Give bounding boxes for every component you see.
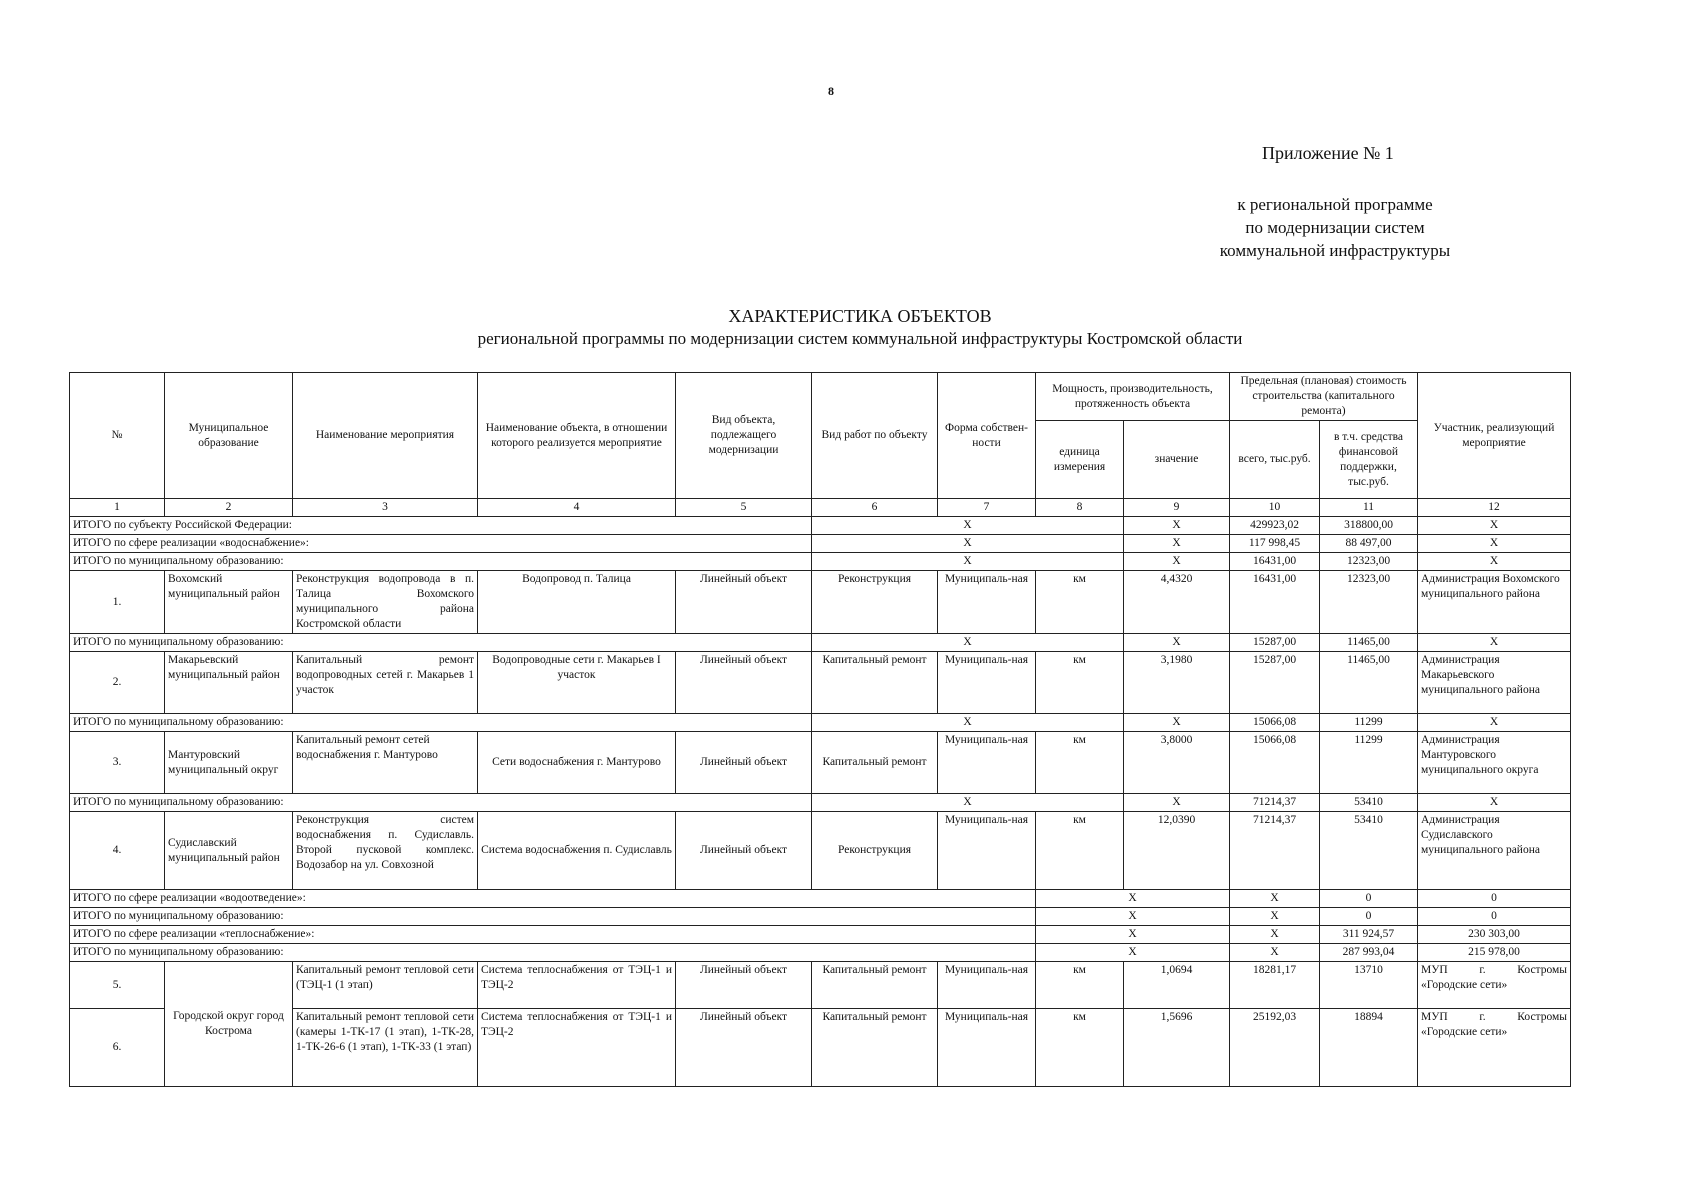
value-cell: 3,8000	[1124, 732, 1230, 794]
header-ownership: Форма собствен-ности	[938, 373, 1036, 499]
value-cell: 1,0694	[1124, 962, 1230, 1009]
subtotal-support: 11299	[1320, 714, 1418, 732]
total-row-heat-muni	[70, 944, 1571, 962]
total-support: 230 303,00	[1418, 926, 1571, 944]
total-label: ИТОГО по муниципальному образованию:	[70, 908, 1036, 926]
row-number: 3.	[70, 732, 165, 794]
object-cell: Водопровод п. Талица	[478, 571, 676, 634]
x-mark: X	[1230, 890, 1320, 908]
column-number: 5	[676, 499, 812, 517]
value-cell: 1,5696	[1124, 1009, 1230, 1087]
subtotal-row	[70, 553, 1571, 571]
total-row-wastewater-muni	[70, 908, 1571, 926]
column-number: 3	[293, 499, 478, 517]
subtotal-label: ИТОГО по муниципальному образованию:	[70, 794, 812, 812]
ownership-cell: Муниципаль-ная	[938, 571, 1036, 634]
work-type-cell: Капитальный ремонт	[812, 1009, 938, 1087]
object-cell: Сети водоснабжения г. Мантурово	[478, 732, 676, 794]
x-mark: X	[812, 634, 1124, 652]
subtotal-row	[70, 634, 1571, 652]
participant-cell: Администрация Мантуровского муниципального округа	[1418, 732, 1571, 794]
x-mark: X	[1124, 714, 1230, 732]
value-cell: 4,4320	[1124, 571, 1230, 634]
total-support: 0	[1418, 908, 1571, 926]
total-label: ИТОГО по сфере реализации «водоотведение»:	[70, 890, 1036, 908]
x-mark: X	[1036, 926, 1230, 944]
x-mark: X	[1124, 634, 1230, 652]
unit-cell: км	[1036, 652, 1124, 714]
object-type-cell: Линейный объект	[676, 812, 812, 890]
subtotal-support: 11465,00	[1320, 634, 1418, 652]
cost-cell: 18281,17	[1230, 962, 1320, 1009]
x-mark: X	[1418, 535, 1571, 553]
object-type-cell: Линейный объект	[676, 1009, 812, 1087]
x-mark: X	[1036, 908, 1230, 926]
measure-cell: Капитальный ремонт водопроводных сетей г. Макарьев 1 участок	[293, 652, 478, 714]
x-mark: X	[1418, 634, 1571, 652]
total-cost: 287 993,04	[1320, 944, 1418, 962]
program-reference	[1190, 193, 1480, 262]
total-label: ИТОГО по субъекту Российской Федерации:	[70, 517, 812, 535]
total-support: 0	[1418, 890, 1571, 908]
x-mark: X	[1418, 714, 1571, 732]
measure-cell: Реконструкция водопровода в п. Талица Вохомского муниципального района Костромской области	[293, 571, 478, 634]
x-mark: X	[1124, 517, 1230, 535]
x-mark: X	[812, 517, 1124, 535]
object-cell: Система теплоснабжения от ТЭЦ-1 и ТЭЦ-2	[478, 1009, 676, 1087]
unit-cell: км	[1036, 571, 1124, 634]
x-mark: X	[812, 553, 1124, 571]
support-cell: 13710	[1320, 962, 1418, 1009]
x-mark: X	[1230, 944, 1320, 962]
total-support: 88 497,00	[1320, 535, 1418, 553]
unit-cell: км	[1036, 732, 1124, 794]
column-number: 6	[812, 499, 938, 517]
cost-cell: 15066,08	[1230, 732, 1320, 794]
support-cell: 18894	[1320, 1009, 1418, 1087]
ownership-cell: Муниципаль-ная	[938, 962, 1036, 1009]
measure-cell: Капитальный ремонт сетей водоснабжения г. Мантурово	[293, 732, 478, 794]
total-row-heat	[70, 926, 1571, 944]
support-cell: 11299	[1320, 732, 1418, 794]
object-cell: Система водоснабжения п. Судиславль	[478, 812, 676, 890]
object-cell: Система теплоснабжения от ТЭЦ-1 и ТЭЦ-2	[478, 962, 676, 1009]
ownership-cell: Муниципаль-ная	[938, 812, 1036, 890]
total-row-wastewater	[70, 890, 1571, 908]
value-cell: 3,1980	[1124, 652, 1230, 714]
subtotal-label: ИТОГО по муниципальному образованию:	[70, 553, 812, 571]
subtotal-row	[70, 794, 1571, 812]
support-cell: 11465,00	[1320, 652, 1418, 714]
header-cost-support: в т.ч. средства финансовой поддержки, тыс.руб.	[1320, 421, 1418, 499]
x-mark: X	[1230, 908, 1320, 926]
municipality-cell: Городской округ город Кострома	[165, 962, 293, 1087]
subtotal-support: 12323,00	[1320, 553, 1418, 571]
table-row	[70, 1009, 1571, 1087]
row-number: 1.	[70, 571, 165, 634]
x-mark: X	[1036, 890, 1230, 908]
document-title: ХАРАКТЕРИСТИКА ОБЪЕКТОВ	[728, 306, 992, 326]
header-object-name: Наименование объекта, в отношении которого реализуется мероприятие	[478, 373, 676, 499]
program-ref-line: коммунальной инфраструктуры	[1219, 241, 1451, 260]
participant-cell: Администрация Макарьевского муниципального района	[1418, 652, 1571, 714]
unit-cell: км	[1036, 1009, 1124, 1087]
total-support: 215 978,00	[1418, 944, 1571, 962]
header-participant: Участник, реализующий мероприятие	[1418, 373, 1571, 499]
work-type-cell: Капитальный ремонт	[812, 962, 938, 1009]
column-number: 10	[1230, 499, 1320, 517]
total-cost: 311 924,57	[1320, 926, 1418, 944]
x-mark: X	[812, 535, 1124, 553]
table-row	[70, 652, 1571, 714]
object-type-cell: Линейный объект	[676, 652, 812, 714]
program-ref-line: к региональной программе	[1237, 195, 1433, 214]
header-capacity: Мощность, производительность, протяженность объекта	[1036, 373, 1230, 421]
x-mark: X	[1418, 517, 1571, 535]
x-mark: X	[1036, 944, 1230, 962]
table-row	[70, 732, 1571, 794]
participant-cell: МУП г. Костромы «Городские сети»	[1418, 962, 1571, 1009]
header-cost: Предельная (плановая) стоимость строительства (капитального ремонта)	[1230, 373, 1418, 421]
page-number: 8	[828, 84, 834, 98]
program-ref-line: по модернизации систем	[1245, 218, 1425, 237]
column-number: 8	[1036, 499, 1124, 517]
subtotal-cost: 15287,00	[1230, 634, 1320, 652]
x-mark: X	[1124, 553, 1230, 571]
participant-cell: Администрация Судиславского муниципального района	[1418, 812, 1571, 890]
header-cost-total: всего, тыс.руб.	[1230, 421, 1320, 499]
total-cost: 0	[1320, 890, 1418, 908]
support-cell: 53410	[1320, 812, 1418, 890]
row-number: 5.	[70, 962, 165, 1009]
subtotal-support: 53410	[1320, 794, 1418, 812]
x-mark: X	[1418, 794, 1571, 812]
total-cost: 0	[1320, 908, 1418, 926]
table-row	[70, 812, 1571, 890]
total-label: ИТОГО по сфере реализации «теплоснабжение»:	[70, 926, 1036, 944]
work-type-cell: Капитальный ремонт	[812, 732, 938, 794]
appendix-label: Приложение № 1	[1262, 143, 1394, 163]
measure-cell: Капитальный ремонт тепловой сети (камеры 1-ТК-17 (1 этап), 1-ТК-28, 1-ТК-26-6 (1 этап), 1-ТК-33 (1 этап)	[293, 1009, 478, 1087]
object-type-cell: Линейный объект	[676, 732, 812, 794]
x-mark: X	[812, 714, 1124, 732]
x-mark: X	[1230, 926, 1320, 944]
subtotal-label: ИТОГО по муниципальному образованию:	[70, 634, 812, 652]
objects-table	[69, 372, 1571, 1087]
ownership-cell: Муниципаль-ная	[938, 652, 1036, 714]
header-work-type: Вид работ по объекту	[812, 373, 938, 499]
unit-cell: км	[1036, 962, 1124, 1009]
cost-cell: 71214,37	[1230, 812, 1320, 890]
header-no: №	[70, 373, 165, 499]
object-type-cell: Линейный объект	[676, 962, 812, 1009]
ownership-cell: Муниципаль-ная	[938, 732, 1036, 794]
measure-cell: Капитальный ремонт тепловой сети (ТЭЦ-1 (1 этап)	[293, 962, 478, 1009]
object-cell: Водопроводные сети г. Макарьев I участок	[478, 652, 676, 714]
column-numbers-row	[70, 499, 1571, 517]
cost-cell: 25192,03	[1230, 1009, 1320, 1087]
column-number: 12	[1418, 499, 1571, 517]
total-cost: 429923,02	[1230, 517, 1320, 535]
column-number: 2	[165, 499, 293, 517]
row-number: 4.	[70, 812, 165, 890]
total-label: ИТОГО по сфере реализации «водоснабжение»:	[70, 535, 812, 553]
column-number: 1	[70, 499, 165, 517]
row-number: 2.	[70, 652, 165, 714]
header-object-type: Вид объекта, подлежащего модернизации	[676, 373, 812, 499]
header-municipality: Муниципальное образование	[165, 373, 293, 499]
municipality-cell: Макарьевский муниципальный район	[165, 652, 293, 714]
work-type-cell: Реконструкция	[812, 571, 938, 634]
total-row-subject	[70, 517, 1571, 535]
subtotal-row	[70, 714, 1571, 732]
subtotal-cost: 16431,00	[1230, 553, 1320, 571]
total-label: ИТОГО по муниципальному образованию:	[70, 944, 1036, 962]
subtotal-cost: 15066,08	[1230, 714, 1320, 732]
subtotal-label: ИТОГО по муниципальному образованию:	[70, 714, 812, 732]
municipality-cell: Судиславский муниципальный район	[165, 812, 293, 890]
table-row	[70, 571, 1571, 634]
unit-cell: км	[1036, 812, 1124, 890]
document-subtitle: региональной программы по модернизации систем коммунальной инфраструктуры Костромской области	[477, 329, 1243, 348]
header-measure: Наименование мероприятия	[293, 373, 478, 499]
value-cell: 12,0390	[1124, 812, 1230, 890]
row-number: 6.	[70, 1009, 165, 1087]
cost-cell: 15287,00	[1230, 652, 1320, 714]
ownership-cell: Муниципаль-ная	[938, 1009, 1036, 1087]
column-number: 11	[1320, 499, 1418, 517]
x-mark: X	[1124, 794, 1230, 812]
work-type-cell: Реконструкция	[812, 812, 938, 890]
column-number: 4	[478, 499, 676, 517]
header-value: значение	[1124, 421, 1230, 499]
participant-cell: МУП г. Костромы «Городские сети»	[1418, 1009, 1571, 1087]
measure-cell: Реконструкция систем водоснабжения п. Судиславль. Второй пусковой комплекс. Водозабор на ул. Совхозной	[293, 812, 478, 890]
total-cost: 117 998,45	[1230, 535, 1320, 553]
participant-cell: Администрация Вохомского муниципального района	[1418, 571, 1571, 634]
table-row	[70, 962, 1571, 1009]
x-mark: X	[812, 794, 1124, 812]
subtotal-cost: 71214,37	[1230, 794, 1320, 812]
total-row-water-supply	[70, 535, 1571, 553]
work-type-cell: Капитальный ремонт	[812, 652, 938, 714]
column-number: 9	[1124, 499, 1230, 517]
x-mark: X	[1418, 553, 1571, 571]
total-support: 318800,00	[1320, 517, 1418, 535]
cost-cell: 16431,00	[1230, 571, 1320, 634]
object-type-cell: Линейный объект	[676, 571, 812, 634]
column-number: 7	[938, 499, 1036, 517]
municipality-cell: Вохомский муниципальный район	[165, 571, 293, 634]
municipality-cell: Мантуровский муниципальный округ	[165, 732, 293, 794]
header-unit: единица измерения	[1036, 421, 1124, 499]
support-cell: 12323,00	[1320, 571, 1418, 634]
x-mark: X	[1124, 535, 1230, 553]
